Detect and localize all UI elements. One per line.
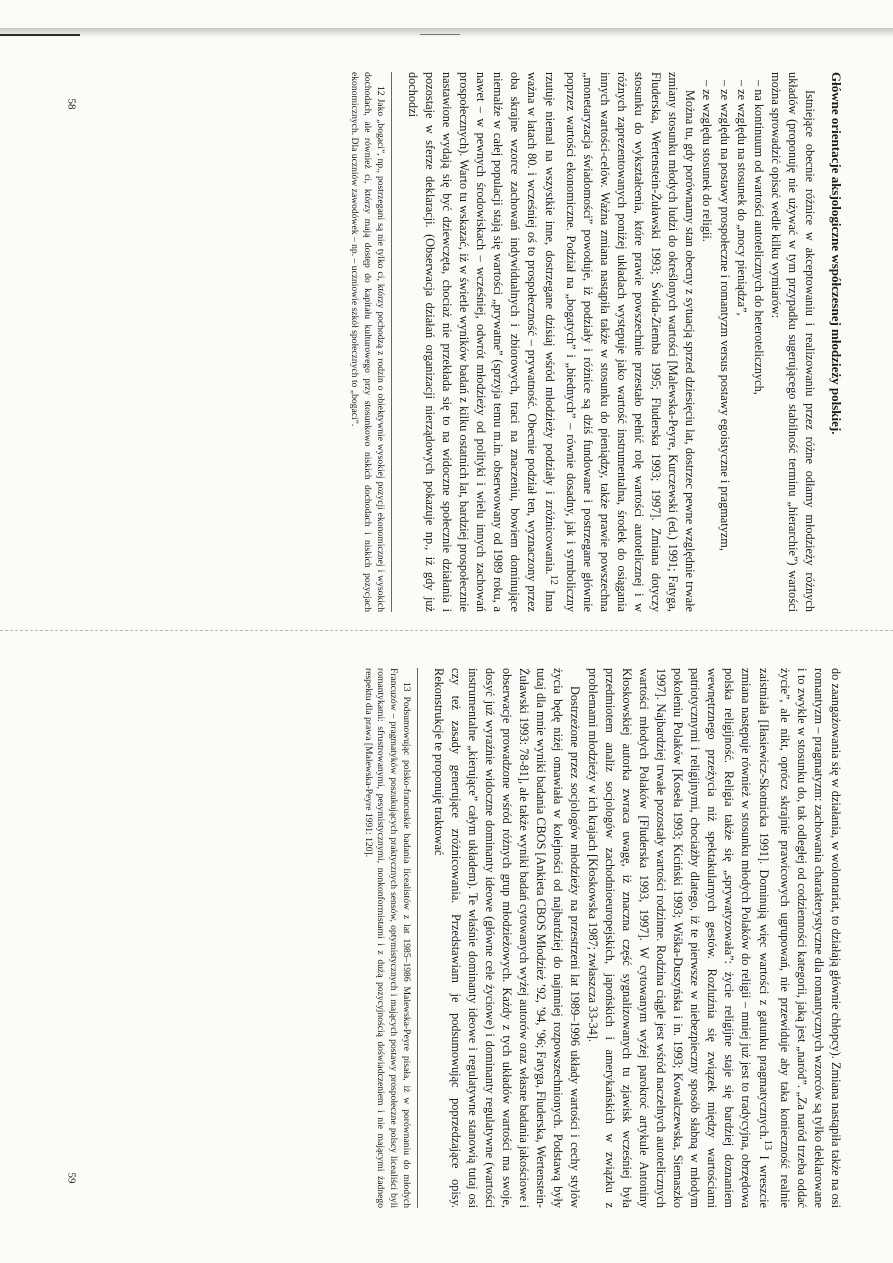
page-fold — [0, 630, 893, 631]
paragraph-text: Można tu, gdy porównamy stan obecny z sytuacją sprzed dziesięciu lat, dostrzec pewne względnie trwałe zmiany stosunku młodych ludzi do określonych wartości [Malewska-Peyre, Kurczewski (ed.) 1991; Fatyga, Fluderska, Wertenstein-Żuławski 1993; Świda-Ziemba 1995; Fluderska 1993; 1997]. Zmiana dotyczy stosunku do wykształcenia, które prawie powszechnie przestało pełnić rolę wartości autotelicznej i w różnych zaprezentowanych poniżej układach występuje jako wartość instrumentalna, środek do osiągania innych wartości-celów. Ważna zmiana nastąpiła także w stosunku do pieniądzy, także prawie powszechna „monetaryzacja świadomości” powoduje, iż podziały i różnice są dziś fundowane i postrzegane głównie poprzez wartości ekonomiczne. Podział na „bogatych” i „biednych” – równie dosadny, jak i symboliczny rzutuje niemal na wszystkie inne, dostrzegane dzisiaj wśród młodzieży podziały i zróżnicowania. — [542, 72, 698, 612]
list-item: – ze względu na stosunek do „mocy pieniądza”, — [734, 80, 749, 316]
page-58 — [84, 72, 844, 612]
page-number: 59 — [65, 1172, 78, 1184]
footnote-marker: 13 — [761, 1139, 773, 1151]
list-item: – na kontinuum od wartości autotelicznych do heterotelicznych, — [751, 80, 766, 395]
paragraph-text: I wreszcie zmiana następuje również w stosunku młodych Polaków do religii – mniej już jest to tradycyjna, obrzędowa polska religijność. Religia także się „sprywatyzowała”: życie religijne staje się bardziej doznaniem wewnętrznego przeżycia niż spektakularnych gestów. Rozluźnia się związek między wartościami patriotycznymi i religijnymi, chociażby dlatego, iż te pierwsze w niebezpieczny sposób słabną w młodym pokoleniu Polaków [Koseła 1993; Kiciński 1993; Wiśka-Duszyńska i in. 1993; Kowalczewska, Siemaszko 1997]. Najbardziej trwałe pozostały wartości rodzinne. Rodzina ciągle jest wśród naczelnych autotelicznych wartości młodych Polaków [Fluderska 1993, 1997]. W cytowanym wyżej parokroć artykule Antoniny Kłoskowskiej autorka zwraca uwagę, iż znaczna część sygnalizowanych tu zjawisk wcześniej była przedmiotem analiz socjologów zachodnioeuropejskich, japońskich i amerykańskich w związku z problemami młodzieży w ich krajach [Kłoskowska 1987; zwłaszcza 33-34]. — [585, 668, 771, 1208]
paragraph — [404, 72, 699, 612]
scan-line — [420, 34, 460, 35]
footnote: 13 Podsumowując polsko-francuskie badania licealistów z lat 1985–1986 Malewska-Peyre pisała, iż w porównaniu do młodych Francuzów – pragmatyków poszukujących praktycznych sensów, optymistycznych i mających postawy prospołeczne polscy licealiści byli romantykami: sfrustrowanymi, pesymistycznymi, nonkonformistami i z dużą pozycyjnością doświadczeniem i nie mającymi żadnego respektu dla prawa [Malewska-Peyre 1991: 120]. — [362, 668, 412, 1208]
page-number: 58 — [65, 98, 78, 110]
dimension-list — [698, 72, 766, 612]
paragraph-text: Inna ważna w latach 80. i wcześniej oś to prospołeczność – prywatność. Obecnie podział ten, wyznaczony przez oba skrajne wzorce zachowań indywidualnych i zbiorowych, traci na znaczeniu, bowiem dominujące niemalże w całej populacji stają się wartości „prywatne” (sprzyja temu m.in. obserwowany od 1989 roku, a nawet – w pewnych środowiskach – wcześniej, odwrót młodzieży od polityki i wielu innych zachowań prospołecznych). Warto tu wskazać, iż w świetle wyników badań z kilku ostatnich lat, bardziej prospołecznie nastawione wydają się być dziewczęta, chociaż nie przekłada się to na widoczne społecznie działania i pozostaje w sferze deklaracji. (Obserwacja działań organizacji nierządowych pokazuje np., iż gdy już dochodzi — [405, 72, 557, 613]
list-item: – ze względu stosunek do religii. — [700, 80, 715, 242]
footnote-marker: 12 — [547, 574, 559, 585]
paragraph-text: do zaangażowania się w działania, w wolontariat, to działają głównie chłopcy). Zmiana nastąpiła także na osi romantyzm – pragmatyzm: zachowania charakterystyczne dla romantycznych wzorców są tylko deklarowane i to zwykle w stosunku do, tak odległej od codzienności kategorii, jaką jest „naród”. „Za naród trzeba oddać życie”, ale nikt, oprócz skrajnie prawicowych ugrupowań, nie przewiduje aby taka konieczność realnie zaistniała [Iłasiewicz-Skotnicka 1991]. Dominują więc wartości z gatunku pragmatycznych. — [756, 668, 843, 1208]
scan-edge — [0, 28, 893, 38]
paragraph: Dostrzeżone przez socjologów młodzieży na przestrzeni lat 1989–1996 układy wartości i cechy stylów życia będę niżej omawiała w kolejności od najbardziej do najmniej rozpowszechnionych. Podstawą były tutaj dla mnie wyniki badania CBOS [Ankieta CBOS Młodzież ’92, ’94, ’96; Fatyga, Fluderska, Wertenstein-Żuławski 1993: 78-81], ale także wyniki badań cytowanych wyżej autorów oraz własne badania jakościowe i obserwacje prowadzone wśród różnych grup młodzieżowych. Każdy z tych układów wartości ma swoje, dosyć już wyraźnie widoczne dominanty ideowe (główne cele życiowe) i dominanty regulatywne (wartości instrumentalne „kierujące” całym układem). Te właśnie dominanty ideowe i regulatywne stanowią tutaj osi czy też zasady generujące zróżnicowania. Przedstawiam je podsumowując poprzedzające opisy. Rekonstrukcje te proponuję traktować — [431, 668, 583, 1208]
paragraph — [584, 668, 845, 1208]
section-heading: Główne orientacje aksjologiczne współczesnej młodzieży polskiej. — [829, 72, 844, 435]
footnote: 12 Jako „bogaci”, np., postrzegani są nie tylko ci, którzy pochodzą z rodzin o obiektywnie wysokiej pozycji ekonomicznej i wysokich dochodach, ale również ci, którzy mają dostęp do kapitału kulturowego przy stosunkowo niskich dochodach i niskich pozycjach ekonomicznych. Dla uczniów zawodówek – np. – uczniowie szkół społecznych to „bogaci”. — [349, 72, 386, 612]
list-item: – ze względu na postawy prospołeczne i romantyzm versus postawy egoistyczne i pragmatyzm, — [717, 80, 732, 551]
footnotes — [348, 72, 392, 612]
scan-line — [0, 34, 80, 36]
footnotes — [361, 668, 417, 1208]
page-59 — [84, 668, 844, 1208]
paragraph: Istniejące obecnie różnice w akceptowaniu i realizowaniu przez różne odłamy młodzieży różnych układów (proponuję nie używać w tym przypadku sugerującego stabilność terminu „hierarchie”) wartości można sprowadzić opisać wedle kilku wymiarów: — [768, 72, 817, 612]
